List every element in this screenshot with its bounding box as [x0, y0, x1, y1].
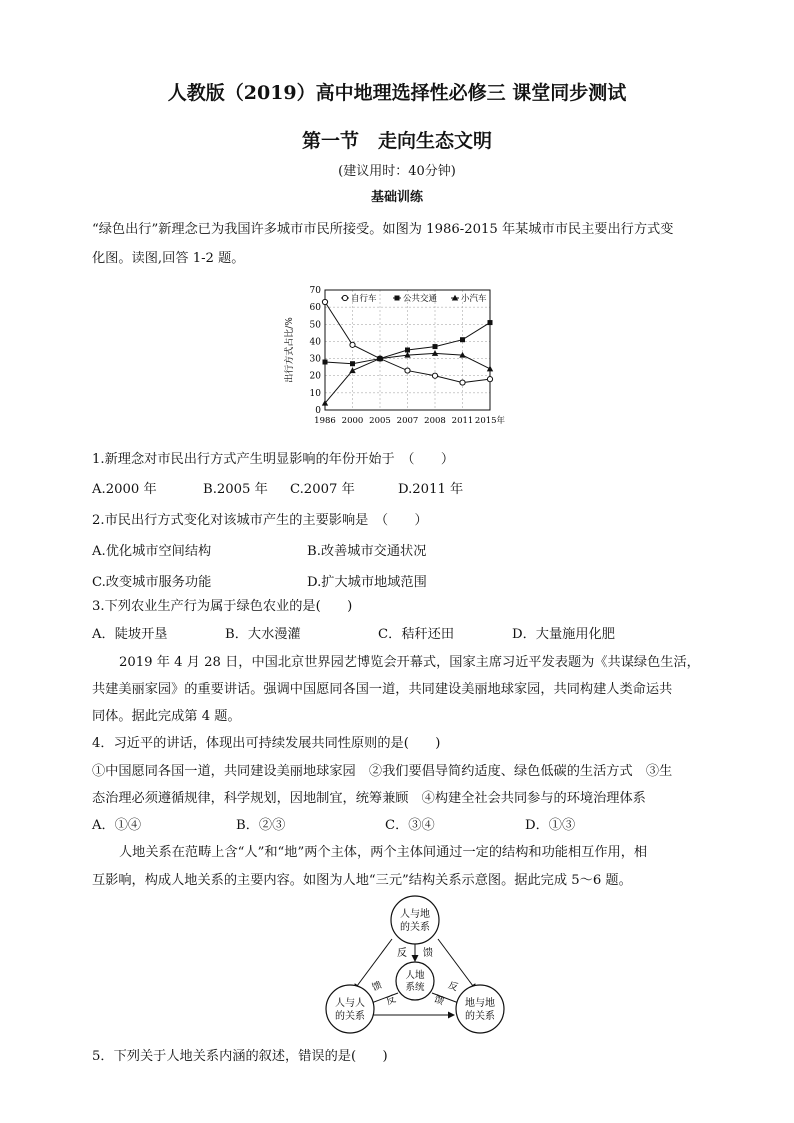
legend-label-1: 公共交通: [403, 294, 438, 304]
x-tick-2008: 2008: [424, 416, 446, 426]
point-0-2011: [460, 380, 465, 385]
point-1-2015: [488, 320, 493, 325]
point-0-2000: [350, 342, 355, 347]
y-axis-label: 出行方式占比/%: [285, 317, 295, 383]
x-tick-2000: 2000: [341, 416, 364, 426]
intro2-line3: 同体。据此完成第 4 题。: [92, 709, 241, 724]
y-tick-30: 30: [309, 354, 321, 365]
y-tick-40: 40: [309, 337, 321, 348]
point-2-2000: [349, 367, 355, 373]
q2-option-a: A.优化城市空间结构: [92, 544, 212, 559]
y-tick-0: 0: [315, 406, 321, 416]
q3-option-b: B．大水漫灌: [225, 627, 301, 642]
q3-stem: 3.下列农业生产行为属于绿色农业的是( ): [92, 599, 353, 614]
x-tick-2007: 2007: [396, 416, 419, 426]
q4-options-line2: 态治理必须遵循规律，科学规划，因地制宜，统筹兼顾 ④构建全社会共同参与的环境治理体系: [92, 791, 646, 806]
node-center: [396, 962, 434, 1000]
y-tick-60: 60: [309, 303, 321, 314]
q4-option-c: C．③④: [385, 818, 435, 833]
legend-label-0: 自行车: [351, 294, 377, 304]
human-earth-diagram: [320, 895, 510, 1035]
node-right: [456, 985, 504, 1033]
q4-options-line1: ①中国愿同各国一道，共同建设美丽地球家园 ②我们要倡导简约适度、绿色低碳的生活方式 ③生: [92, 764, 673, 779]
y-tick-50: 50: [309, 320, 321, 331]
q4-option-b: B．②③: [236, 818, 286, 833]
y-tick-20: 20: [309, 371, 321, 382]
intro1-line1: “绿色出行”新理念已为我国许多城市市民所接受。如图为 1986-2015 年某城市市民主要出行方式变: [92, 222, 674, 237]
feedback-label-1: 反: [397, 948, 407, 959]
section-label: 基础训练: [370, 190, 423, 205]
feedback-label-right-2: 反: [446, 979, 460, 994]
point-2-2008: [432, 350, 438, 356]
point-1-2008: [433, 344, 438, 349]
feedback-label-right-1: 馈: [432, 993, 446, 1008]
q3-option-d: D．大量施用化肥: [512, 627, 615, 642]
x-tick-2011: 2011: [451, 416, 474, 426]
intro3-line2: 互影响，构成人地关系的主要内容。如图为人地“三元”结构关系示意图。据此完成 5～6 题。: [92, 873, 632, 888]
intro3-line1: 人地关系在范畴上含“人”和“地”两个主体，两个主体间通过一定的结构和功能相互作用，相: [119, 845, 648, 860]
feedback-label-left-1: 馈: [370, 979, 384, 994]
time-hint: (建议用时：40分钟): [338, 164, 456, 179]
x-tick-1986: 1986: [314, 416, 336, 426]
point-1-2011: [460, 337, 465, 342]
travel-mode-chart: [280, 282, 520, 432]
q2-stem: 2.市民出行方式变化对该城市产生的主要影响是 （ ）: [92, 513, 428, 528]
legend-marker-1: [395, 296, 400, 301]
intro2-line1: 2019 年 4 月 28 日，中国北京世界园艺博览会开幕式，国家主席习近平发表题为《共谋绿色生活，: [119, 655, 700, 670]
x-tick-2005: 2005: [369, 416, 391, 426]
q2-option-b: B.改善城市交通状况: [307, 544, 427, 559]
node-right-line2: 的关系: [465, 1011, 495, 1022]
intro1-line2: 化图。读图,回答 1-2 题。: [92, 251, 245, 266]
q2-option-c: C.改变城市服务功能: [92, 575, 212, 590]
node-center-line1: 人地: [405, 970, 425, 981]
node-top-line2: 的关系: [400, 922, 430, 933]
node-top-line1: 人与地: [400, 909, 430, 920]
q1-option-b: B.2005 年: [203, 482, 268, 497]
y-tick-10: 10: [309, 388, 321, 399]
point-0-2015: [487, 377, 492, 382]
node-left-line2: 的关系: [335, 1011, 365, 1022]
intro2-line2: 共建美丽家园》的重要讲话。强调中国愿同各国一道，共同建设美丽地球家园，共同构建人类命运共: [92, 682, 673, 697]
node-left-line1: 人与人: [335, 998, 365, 1009]
point-0-1986: [322, 299, 327, 304]
q5-stem: 5．下列关于人地关系内涵的叙述，错误的是( ): [92, 1049, 388, 1064]
feedback-label-left-2: 反: [384, 993, 398, 1008]
point-0-2008: [432, 373, 437, 378]
q4-option-a: A．①④: [92, 818, 142, 833]
q3-option-c: C．秸秆还田: [378, 627, 455, 642]
point-1-1986: [323, 360, 328, 365]
legend-marker-0: [342, 295, 347, 300]
point-1-2000: [350, 361, 355, 366]
q1-option-c: C.2007 年: [290, 482, 355, 497]
x-tick-2015: 2015年: [474, 416, 506, 426]
page-title: 人教版（2019）高中地理选择性必修三 课堂同步测试: [167, 82, 627, 104]
q1-stem: 1.新理念对市民出行方式产生明显影响的年份开始于 （ ）: [92, 452, 455, 467]
point-0-2007: [405, 368, 410, 373]
legend-label-2: 小汽车: [461, 294, 487, 304]
q4-stem: 4．习近平的讲话，体现出可持续发展共同性原则的是( ): [92, 736, 441, 751]
node-center-line2: 系统: [405, 982, 425, 993]
point-1-2007: [405, 348, 410, 353]
q3-option-a: A．陡坡开垦: [92, 627, 168, 642]
q2-option-d: D.扩大城市地域范围: [307, 575, 427, 590]
q1-option-d: D.2011 年: [398, 482, 464, 497]
node-top: [391, 896, 439, 944]
point-2-2015: [487, 366, 493, 372]
feedback-label-2: 馈: [423, 948, 433, 959]
section-title: 第一节 走向生态文明: [301, 130, 492, 152]
q1-option-a: A.2000 年: [92, 482, 157, 497]
q4-option-d: D．①③: [525, 818, 576, 833]
node-right-line1: 地与地: [465, 998, 495, 1009]
y-tick-70: 70: [309, 286, 321, 296]
node-left: [326, 985, 374, 1033]
